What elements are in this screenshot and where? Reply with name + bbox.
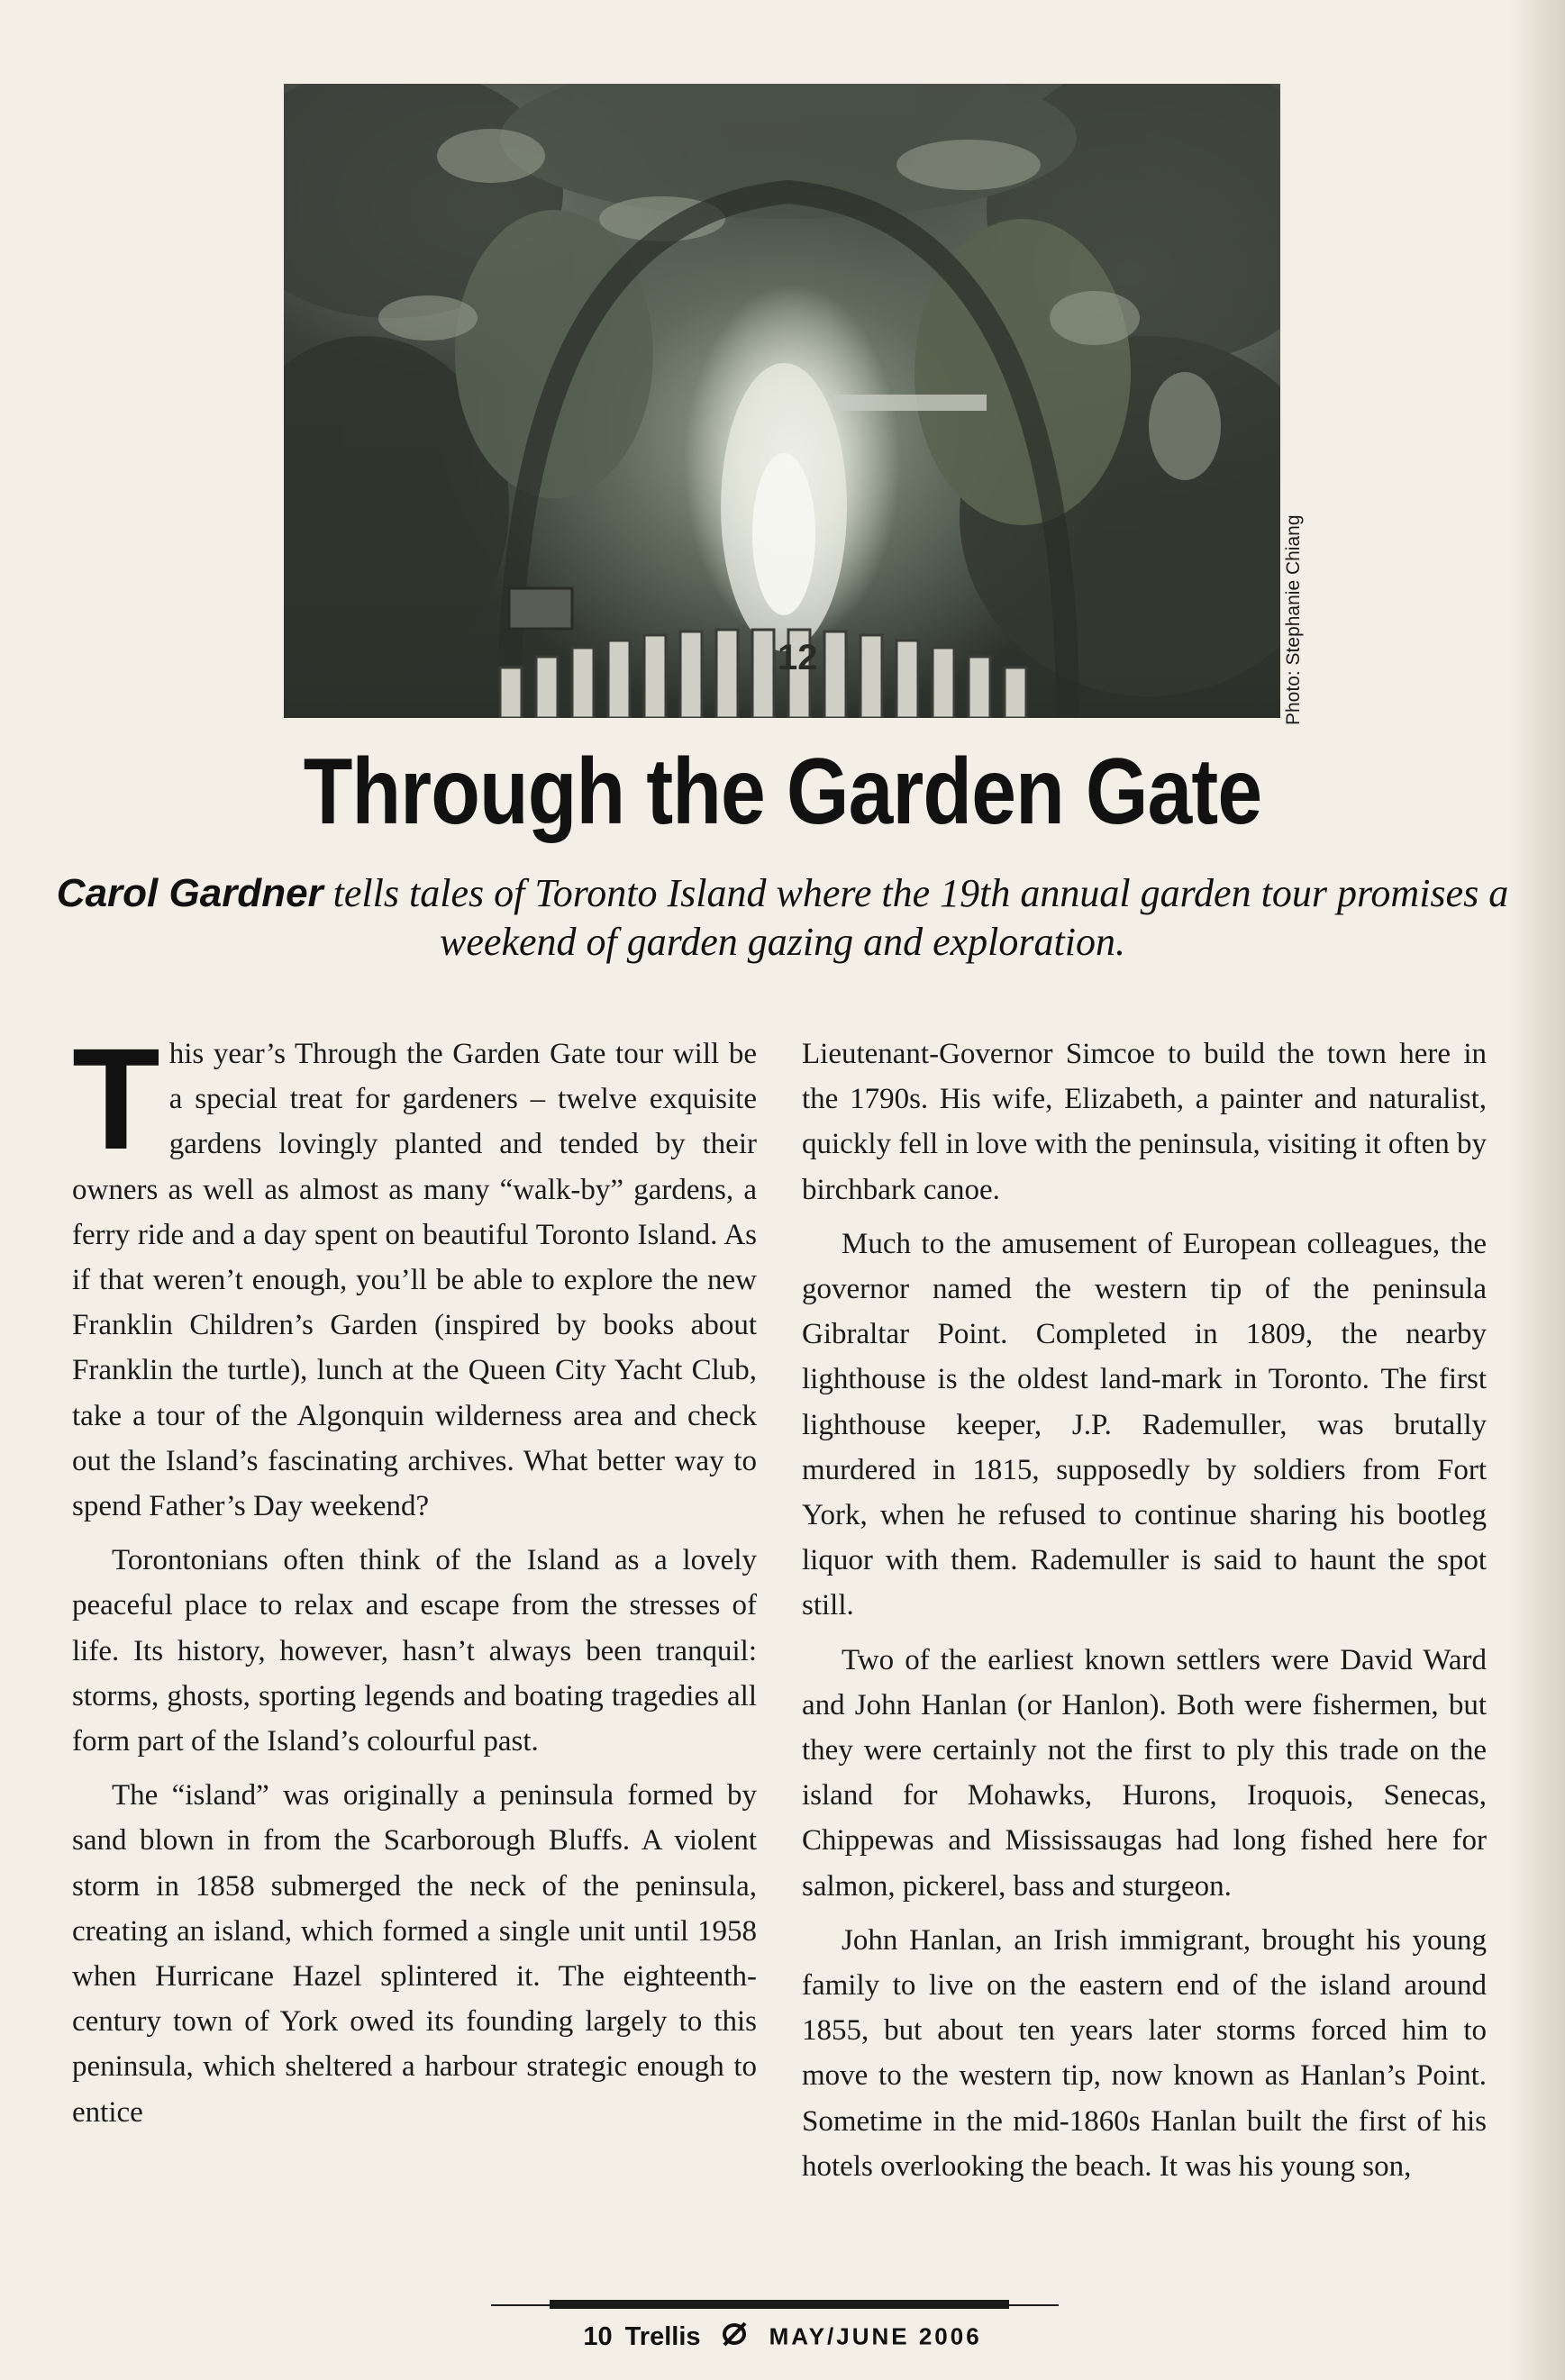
author-name: Carol Gardner	[56, 871, 323, 915]
paragraph: Much to the amusement of European colleagues, the governor named the western tip of the peninsula Gibraltar Point. Completed in 1809, the nearby lighthouse is the oldest land-mark in Toronto. The first lighthouse keeper, J.P. Rademuller, was brutally murdered in 1815, supposedly by soldiers from Fort York, when he refused to continue sharing his bootleg liquor with them. Rademuller is said to haunt the spot still.	[802, 1227, 1487, 1622]
paragraph: Lieutenant-Governor Simcoe to build the town here in the 1790s. His wife, Elizabeth, a painter and naturalist, quickly fell in love with the peninsula, visiting it often by birchbark canoe.	[802, 1038, 1487, 1206]
deck-text: tells tales of Toronto Island where the 19th annual garden tour promises a weekend of garden gazing and exploration.	[323, 871, 1509, 964]
page-number: 10	[583, 2321, 613, 2351]
paragraph: The “island” was originally a peninsula formed by sand blown in from the Scarborough Bluffs. A violent storm in 1858 submerged the neck of the peninsula, creating an island, which formed a single unit until 1958 when Hurricane Hazel splintered it. The eighteenth-century town of York owed its founding largely to this peninsula, which sheltered a harbour strategic enough to entice	[72, 1779, 757, 2129]
issue-date: MAY/JUNE 2006	[769, 2322, 982, 2350]
garden-arch-illustration	[284, 84, 1280, 718]
paragraph: John Hanlan, an Irish immigrant, brought his young family to live on the eastern end of the island around 1855, but about ten years later storms forced him to move to the western tip, now known as Hanlan’s Point. Sometime in the mid-1860s Hanlan built the first of his hotels overlooking the beach. It was his young son,	[802, 1923, 1487, 2183]
page-footer	[0, 2321, 1565, 2354]
body-column-left	[72, 1018, 757, 2144]
paragraph-text: his year’s Through the Garden Gate tour will be a special treat for gardeners – twelve exquisite gardens lovingly planted and tended by their owners as well as almost as many “walk-by” gardens, a ferry ride and a day spent on beautiful Toronto Island. As if that weren’t enough, you’ll be able to explore the new Franklin Children’s Garden (inspired by books about Franklin the turtle), lunch at the Queen City Yacht Club, take a tour of the Algonquin wilderness area and check out the Island’s fascinating archives. What better way to spend Father’s Day weekend?	[72, 1038, 757, 1523]
trellis-logo-icon	[721, 2321, 748, 2354]
article-title: Through the Garden Gate	[303, 740, 1262, 844]
garden-gate-photo	[284, 84, 1280, 718]
body-column-right	[802, 1031, 1487, 2198]
footer-rule	[550, 2300, 1009, 2309]
gate-number: 12	[778, 638, 818, 677]
page-edge-shadow	[1509, 0, 1565, 2380]
photo-credit: Photo: Stephanie Chiang	[1283, 514, 1304, 725]
paragraph: Torontonians often think of the Island as a lovely peaceful place to relax and escape from the stresses of life. Its history, however, hasn’t always been tranquil: storms, ghosts, sporting legends and boating tragedies all form part of the Island’s colourful past.	[72, 1544, 757, 1758]
paragraph	[72, 1018, 757, 1529]
paragraph: Two of the earliest known settlers were David Ward and John Hanlan (or Hanlon). Both were fishermen, but they were certainly not the first to ply this trade on the island for Mohawks, Hurons, Iroquois, Senecas, Chippewas and Mississaugas had long fished here for salmon, pickerel, bass and sturgeon.	[802, 1643, 1487, 1903]
drop-cap: T	[72, 1018, 160, 1179]
publication-name: Trellis	[624, 2321, 701, 2351]
article-deck	[54, 869, 1511, 967]
